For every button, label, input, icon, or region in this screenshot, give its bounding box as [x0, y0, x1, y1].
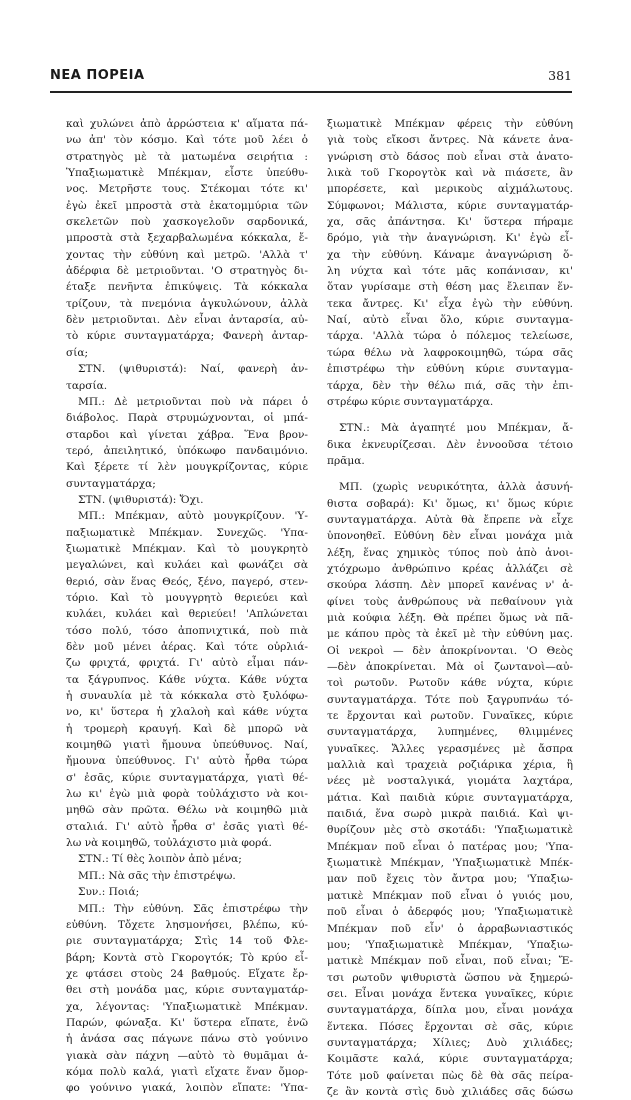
text-line: συνταγματάρχα, δίπλα μου, εἶναι μονάχα: [327, 1004, 573, 1017]
text-line: τόριο. Καὶ τὸ μουγγρητὸ θεριεύει καὶ: [66, 591, 308, 604]
text-line: παιδιά, ἕνα σωρὸ μικρὰ παιδιά. Καὶ ψι-: [327, 808, 573, 821]
text-line: ΜΠ.: Τὴν εὐθύνη. Σᾶς ἐπιστρέφω τὴν: [78, 902, 308, 915]
text-line: τόσο πολύ, τόσο ἀποπνιχτικά, ποὺ πιὰ: [66, 624, 308, 637]
text-line: Μπέκμαν ποῦ εἶναι ὁ πατέρας μου; 'Υπα-: [327, 840, 573, 853]
text-line: τσι ρωτοῦν ψιθυριστὰ ὥσπου νὰ ξημερώ-: [327, 971, 573, 984]
text-line: ζω φριχτά, φριχτά. Γι' αὐτὸ εἶμαι πάν-: [66, 657, 308, 670]
text-line: ματικὲ Μπέκμαν ποῦ εἶναι, ποῦ εἶναι; Ἔ-: [327, 955, 573, 968]
text-line: εὐθύνη. Τὄχετε λησμονήσει, βλέπω, κύ-: [66, 918, 308, 931]
text-line: θυρίζουν μὲς στὸ σκοτάδι: 'Υπαξιωματικὲ: [327, 824, 573, 837]
text-line: ματικὲ Μπέκμαν ποῦ εἶναι ὁ γυιός μου,: [327, 889, 573, 902]
text-line: μεγαλώνει, καὶ κυλάει καὶ φωνάζει σὰ: [66, 559, 308, 572]
text-line: λω κι' ἐγὼ μιὰ φορὰ τοὐλάχιστο νὰ κοι-: [66, 788, 308, 801]
text-line: νω ἀπ' τὸν κόσμο. Καὶ τότε μοῦ λέει ὁ: [66, 134, 308, 147]
text-line: τε ἔρχονται καὶ ρωτοῦν. Γυναῖκες, κύριε: [327, 710, 573, 723]
text-line: τερό, ἀπειλητικό, ὑπόκωφο πανδαιμόνιο.: [66, 444, 308, 457]
text-line: ἕντεκα. Πόσες ἔρχονται σὲ σᾶς, κύριε: [327, 1020, 573, 1033]
text-line: σταρδοι καὶ γίνεται χάβρα. Ἕνα βρον-: [66, 428, 308, 441]
right-text-column: [327, 116, 573, 1100]
text-line: ἐπιστρέφω τὴν εὐθύνη κύριε συνταγμα-: [327, 363, 573, 376]
text-line: λω νὰ κοιμηθῶ, τοὐλάχιστο μιὰ φορά.: [66, 837, 272, 850]
text-line: βάρη; Κοντὰ στὸ Γκορογτόκ; Τὸ κρύο εἶ-: [66, 951, 308, 964]
text-line: κοιμηθῶ γιατὶ ἤμουνα ὑπεύθυνος. Ναί,: [66, 739, 308, 752]
text-line: συνταγματάρχα; Χίλιες; Δυὸ χιλιάδες;: [327, 1036, 573, 1049]
text-line: ΣΤΝ.: Τί θὲς λοιπὸν ἀπὸ μένα;: [78, 853, 242, 866]
text-line: τρίζουν, τὰ πνεμόνια ἀγκυλώνουν, ἀλλὰ: [66, 297, 308, 310]
text-line: χοντας τὴν εὐθύνη καὶ μετρῶ. 'Αλλὰ τ': [66, 248, 308, 261]
paragraph-gap: [327, 469, 573, 479]
text-line: διάβολος. Παρὰ στρυμώχνονται, οἱ μπά-: [66, 412, 308, 425]
text-line: φο γούνινο γιακά, λοιπὸν εἴπατε: 'Υπα-: [66, 1082, 308, 1095]
text-line: θεριό, σὰν ἕνας Θεός, ξένο, παγερό, στεν-: [66, 575, 308, 588]
text-line: λη νύχτα καὶ τότε μᾶς κοπάνισαν, κι': [327, 265, 573, 278]
text-line: ταρσία.: [66, 379, 108, 392]
text-line: νο, κι' ὕστερα ἡ χλαλοὴ καὶ κάθε νύχτα: [66, 706, 308, 719]
text-line: γυναῖκες. Ἄλλες γερασμένες μὲ ἄσπρα: [327, 742, 573, 755]
text-line: συνταγματάρχα;: [66, 477, 156, 490]
text-line: μαλλιὰ καὶ τραχειὰ ροζιάρικα χέρια, ἢ: [327, 759, 573, 772]
text-line: καὶ χυλώνει ἀπὸ ἀρρώστεια κ' αἵματα πά-: [66, 118, 308, 130]
text-line: ζε ἂν κοντὰ στὶς δυὸ χιλιάδες σᾶς δώσω: [327, 1085, 573, 1098]
text-line: λικὰ τοῦ Γκορογτὸκ καὶ νὰ πιάσετε, ἂν: [327, 167, 573, 180]
text-line: σκούρα λάσπη. Δὲν μπορεῖ κανένας ν' ἀ-: [327, 579, 573, 592]
text-line: γνώριση στὸ δάσος ποὺ εἶναι στὰ ἀνατο-: [327, 150, 573, 163]
text-line: μαν ποῦ ἔχεις τὸν ἄντρα μου; 'Υπαξιω-: [327, 873, 573, 886]
text-line: Ὑπαξιωματικὲ Μπέκμαν, εἶστε ὑπεύθυ-: [66, 167, 308, 180]
text-line: Παρών, φώναξα. Κι' ὕστερα εἴπατε, ἐνῶ: [66, 1016, 308, 1029]
text-line: δικα ἐκνευρίζεσαι. Δὲν ἐννοοῦσα τέτοιο: [327, 438, 573, 451]
text-line: χτόχρωμο ἀνθρώπινο κρέας ἀλλάζει σὲ: [327, 562, 573, 575]
text-line: νος. Μετρῆστε τους. Στέκομαι τότε κι': [66, 183, 308, 196]
text-line: ΜΠ. (χωρὶς νευρικότητα, ἀλλὰ ἀσυνή-: [339, 481, 573, 494]
text-line: ἡ συναυλία μὲ τὰ κόκκαλα στὸ ξυλόφω-: [66, 690, 308, 703]
text-line: συνταγματάρχα. Τότε ποὺ ξαγρυπνάω τό-: [327, 693, 573, 706]
text-line: ὑπονοηθεῖ. Εὐθύνη δὲν εἶναι μονάχα μιὰ: [327, 530, 573, 543]
text-line: στρέφω κύριε συνταγματάρχα.: [327, 395, 494, 408]
text-line: παξιωματικὲ Μπέκμαν. Συνεχῶς. 'Υπα-: [66, 526, 308, 539]
text-line: τὸ κύριε συνταγματάρχα; Φανερὴ ἀνταρ-: [66, 330, 308, 343]
text-line: μπροστὰ στὰ ξεχαρβαλωμένα κόκκαλα, ἔ-: [66, 232, 308, 245]
text-line: Οἱ νεκροὶ — δὲν ἀποκρίνονται. 'Ο Θεὸς: [327, 644, 573, 657]
text-line: θιστα σοβαρά): Κι' ὅμως, κι' ὅμως κύριε: [327, 497, 573, 510]
text-line: σ' ἐσᾶς, κύριε συνταγματάρχα, γιατὶ θέ-: [66, 771, 308, 784]
text-line: ἡ τρομερὴ κραυγή. Καὶ δὲ μπορῶ νὰ: [66, 722, 308, 735]
text-line: χα τὴν εὐθύνη. Κάναμε ἀναγνώριση ὅ-: [327, 248, 573, 261]
text-line: στρατηγὸς μὲ τὰ ματωμένα σειρήτια :: [66, 150, 308, 163]
text-line: μιὰ κούφια λέξη. Θὰ πρέπει ὅμως νὰ πᾶ-: [327, 611, 573, 624]
paragraph-gap: [327, 410, 573, 420]
text-line: δρόμο, γιὰ τὴν ἀναγνώριση. Κι' ἐγὼ εἶ-: [327, 232, 573, 245]
header-rule: [50, 91, 572, 93]
text-line: μάτια. Καὶ παιδιὰ κύριε συνταγματάρχα,: [327, 791, 573, 804]
text-line: ΜΠ.: Δὲ μετριοῦνται ποὺ νὰ πάρει ὁ: [78, 395, 308, 408]
text-line: μπορέσετε, καὶ μερικοὺς αἰχμάλωτους.: [327, 183, 573, 196]
running-header: [50, 68, 572, 90]
text-line: τάρχα, δὲν τὴν θέλω πιά, σᾶς τὴν ἐπι-: [327, 379, 573, 392]
text-line: θει στὴ μονάδα μας, κύριε συνταγματάρ-: [66, 984, 308, 997]
text-line: συνταγματάρχα, λυπημένες, θλιμμένες: [327, 726, 573, 739]
text-line: κυλάει, κυλάει καὶ θεριεύει! 'Απλώνεται: [66, 608, 308, 621]
text-line: νέες μὲ νοσταλγικά, γιομάτα λαχτάρα,: [327, 775, 573, 788]
text-line: με κάπου πρὸς τὰ ἐκεῖ μὲ τὴν εὐθύνη μας.: [327, 628, 573, 641]
text-line: ξιωματικὲ Μπέκμαν, 'Υπαξιωματικὲ Μπέκ-: [327, 857, 573, 870]
text-line: ἤμουνα ὑπεύθυνος. Γι' αὐτὸ ἦρθα τώρα: [66, 755, 308, 768]
text-line: χε φτάσει στοὺς 24 βαθμούς. Εἴχατε ἔρ-: [66, 967, 308, 980]
text-line: ἀδέρφια δὲ μετριοῦνται. 'Ο στρατηγὸς δι-: [66, 265, 308, 278]
text-line: ξιωματικὲ Μπέκμαν φέρεις τὴν εὐθύνη: [327, 118, 573, 130]
text-line: χα, σᾶς ἀπάντησα. Κι' ὕστερα πήραμε: [327, 216, 573, 229]
text-line: Τότε μοῦ φαίνεται πὼς δὲ θὰ σᾶς πείρα-: [327, 1069, 573, 1082]
text-line: —δὲν ἀποκρίνεται. Μὰ οἱ ζωντανοὶ—αὐ-: [327, 661, 573, 673]
text-line: σταλιά. Γι' αὐτὸ ἦρθα σ' ἐσᾶς γιατὶ θέ-: [66, 820, 308, 833]
text-line: ΣΤΝ. (ψιθυριστά): Ὄχι.: [78, 493, 204, 506]
text-line: έταξε πενῆντα ἐπικύψεις. Τὰ κόκκαλα: [66, 281, 308, 294]
text-line: τεκα ἄντρες. Κι' εἶχα ἐγὼ τὴν εὐθύνη.: [327, 297, 573, 310]
text-line: ἐγὼ ἐκεῖ μπροστὰ στὰ ἑκατομμύρια τῶν: [66, 199, 308, 212]
text-line: Κοιμᾶστε καλά, κύριε συνταγματάρχα;: [327, 1053, 573, 1066]
text-line: φίνει τοὺς ἀνθρώπους νὰ πεθαίνουν γιὰ: [327, 595, 573, 608]
text-line: πρᾶμα.: [327, 454, 365, 467]
text-line: τα ξάγρυπνος. Κάθε νύχτα. Κάθε νύχτα: [66, 673, 308, 686]
text-line: ἡ ἀνάσα σας πάγωνε πάνω στὸ γούνινο: [66, 1033, 308, 1046]
text-line: δὲν μετριοῦνται. Δὲν εἶναι ἀνταρσία, αὐ-: [66, 314, 308, 327]
text-line: κόμα πολὺ καλά, γιατὶ εἴχατε ἕναν ὄμορ-: [66, 1065, 308, 1078]
text-line: σκελετῶν ποὺ χασκογελοῦν σαρδονικά,: [66, 216, 308, 229]
text-line: ξιωματικὲ Μπέκμαν. Καὶ τὸ μουγκρητὸ: [66, 542, 308, 555]
text-line: τώρα θέλω νὰ λαφροκοιμηθῶ, τώρα σᾶς: [327, 346, 573, 359]
page-number: 381: [548, 68, 572, 83]
text-line: δὲν μοῦ μένει ἀέρας. Καὶ τότε οὐρλιά-: [66, 641, 308, 653]
text-line: συνταγματάρχα. Αὐτὰ θὰ ἔπρεπε νὰ εἶχε: [327, 513, 573, 526]
text-line: λέξη, ἕνας χημικὸς τύπος ποὺ ἀπὸ ἀνοι-: [327, 546, 573, 559]
text-line: Ναί, αὐτὸ εἶναι ὅλο, κύριε συνταγμα-: [327, 314, 573, 327]
text-line: Καὶ ξέρετε τί λὲν μουγκρίζοντας, κύριε: [66, 461, 308, 474]
text-line: ποῦ εἶναι ὁ ἀδερφός μου; 'Υπαξιωματικὲ: [327, 906, 573, 919]
text-line: τοὶ ρωτοῦν. Ρωτοῦν κάθε νύχτα, κύριε: [327, 677, 573, 690]
text-line: ὅταν γυρίσαμε στὴ θέση μας ἔλειπαν ἕν-: [327, 281, 573, 294]
text-line: μηθῶ σὰν πρῶτα. Θέλω νὰ κοιμηθῶ μιὰ: [66, 804, 308, 817]
left-text-column: [66, 116, 308, 1097]
text-line: τάρχα. 'Αλλὰ τώρα ὁ πόλεμος τελείωσε,: [327, 330, 573, 343]
text-line: Μπέκμαν ποῦ εἶν' ὁ ἀρραβωνιαστικός: [327, 922, 573, 935]
text-line: σία;: [66, 346, 89, 359]
journal-title: ΝΕΑ ΠΟΡΕΙΑ: [50, 68, 145, 83]
text-line: ΣΤΝ.: Μὰ ἀγαπητέ μου Μπέκμαν, ἄ-: [339, 422, 573, 435]
text-line: Συν.: Ποιά;: [78, 886, 140, 899]
text-line: ριε συνταγματάρχα; Στὶς 14 τοῦ Φλε-: [66, 935, 308, 948]
text-line: σει. Εἶναι μονάχα ἕντεκα γυναῖκες, κύριε: [327, 987, 573, 1000]
text-line: ΜΠ.: Νὰ σᾶς τὴν ἐπιστρέψω.: [78, 869, 236, 882]
text-line: Σύμφωνοι; Μάλιστα, κύριε συνταγματάρ-: [327, 199, 573, 212]
text-line: ΜΠ.: Μπέκμαν, αὐτὸ μουγκρίζουν. 'Υ-: [78, 510, 308, 523]
text-line: γιακὰ σὰν πάχνη —αὐτὸ τὸ θυμᾶμαι ἀ-: [66, 1049, 308, 1062]
text-line: μου; 'Υπαξιωματικὲ Μπέκμαν, 'Υπαξιω-: [327, 938, 573, 951]
text-line: γιὰ τοὺς εἴκοσι ἄντρες. Νὰ κάνετε ἀνα-: [327, 134, 573, 147]
text-line: ΣΤΝ. (ψιθυριστά): Ναί, φανερὴ ἀν-: [78, 363, 308, 376]
text-line: χα, λέγοντας: 'Υπαξιωματικὲ Μπέκμαν.: [66, 1000, 308, 1013]
